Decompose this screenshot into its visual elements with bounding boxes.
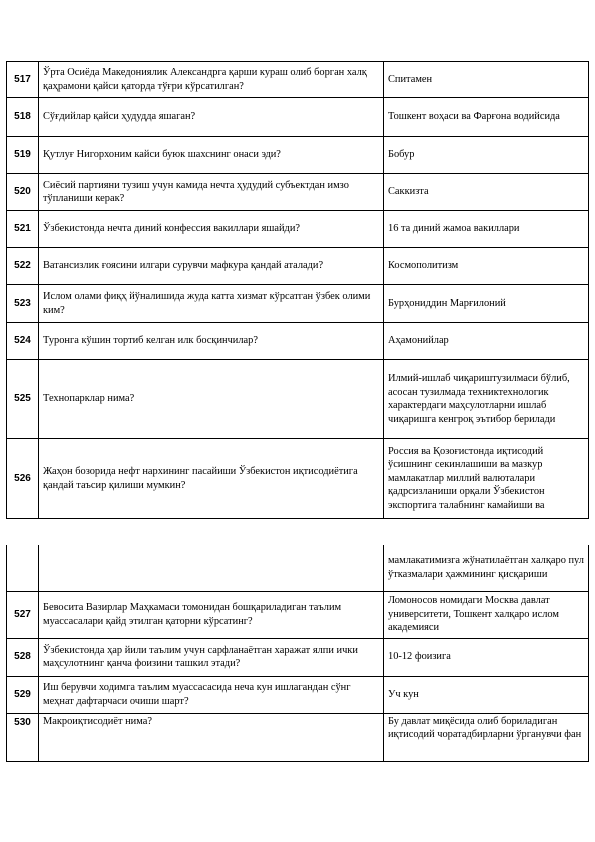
question-cell: Ислом олами фиқҳ йўналишида жуда катта хизмат кўрсатган ўзбек олими ким?	[39, 285, 384, 323]
answer-cell: Саккизта	[384, 174, 589, 211]
row-number: 523	[7, 285, 39, 323]
row-number: 526	[7, 439, 39, 519]
question-cell: Қутлуғ Нигорхоним кайси буюк шахснинг онаси эди?	[39, 137, 384, 174]
answer-cell: Россия ва Қозоғистонда иқтисодий ўсишнинг секинлашиши ва мазкур мамлакатлар миллий валюталари қадрсизланиши орқали Ўзбекистон экспортига талабнинг камайиши ва	[384, 439, 589, 519]
table-row	[7, 98, 589, 137]
table-row	[7, 285, 589, 323]
question-cell: Ўзбекистонда нечта диний конфессия вакиллари яшайди?	[39, 211, 384, 248]
row-number: 525	[7, 360, 39, 439]
table-row	[7, 638, 589, 676]
answer-cell: Бобур	[384, 137, 589, 174]
table-row	[7, 591, 589, 638]
row-number: 528	[7, 638, 39, 676]
table-row	[7, 439, 589, 519]
row-number: 517	[7, 62, 39, 98]
question-cell: Ватансизлик ғоясини илгари сурувчи мафкура қандай аталади?	[39, 248, 384, 285]
answer-cell: Тошкент воҳаси ва Фарғона водийсида	[384, 98, 589, 137]
table-row	[7, 211, 589, 248]
table-row-continuation	[7, 545, 589, 591]
table-row	[7, 137, 589, 174]
answer-cell: Уч кун	[384, 676, 589, 713]
answer-cell: Бу давлат миқёсида олиб бориладиган иқтисодий чоратадбирларни ўрганувчи фан	[384, 713, 589, 761]
question-cell: Макроиқтисодиёт нима?	[39, 713, 384, 761]
table-row	[7, 713, 589, 761]
table-row	[7, 676, 589, 713]
question-cell: Туронга кўшин тортиб келган илк босқинчилар?	[39, 323, 384, 360]
row-number-empty	[7, 545, 39, 591]
question-cell: Ўрта Осиёда Македониялик Александрга қарши кураш олиб борган халқ қаҳрамони қайси қаторда тўғри кўрсатилган?	[39, 62, 384, 98]
row-number: 529	[7, 676, 39, 713]
table-row	[7, 323, 589, 360]
question-cell: Сиёсий партияни тузиш учун камида нечта ҳудудий субъектдан имзо тўпланиши керак?	[39, 174, 384, 211]
answer-cell: Бурҳониддин Марғилоний	[384, 285, 589, 323]
row-number: 527	[7, 591, 39, 638]
question-cell: Сўғдийлар қайси ҳудудда яшаган?	[39, 98, 384, 137]
row-number: 519	[7, 137, 39, 174]
question-cell: Технопарклар нима?	[39, 360, 384, 439]
table-row	[7, 62, 589, 98]
table-row	[7, 248, 589, 285]
question-cell: Иш берувчи ходимга таълим муассасасида неча кун ишлагандан сўнг меҳнат дафтарчаси очиши шарт?	[39, 676, 384, 713]
question-cell-empty	[39, 545, 384, 591]
answer-cell: Спитамен	[384, 62, 589, 98]
row-number: 522	[7, 248, 39, 285]
answer-cell-continuation: мамлакатимизга жўнатилаётган халқаро пул ўтказмалари ҳажмининг қисқариши	[384, 545, 589, 591]
row-number: 520	[7, 174, 39, 211]
table-row	[7, 174, 589, 211]
questions-table-part2	[6, 545, 589, 762]
answer-cell: Илмий-ишлаб чиқариштузилмаси бўлиб, асосан тузилмада техниктехнологик характердаги маҳсулотларни ишлаб чиқаришга кенгроқ эътибор берилади	[384, 360, 589, 439]
table-row	[7, 360, 589, 439]
row-number: 530	[7, 713, 39, 761]
answer-cell: Аҳамонийлар	[384, 323, 589, 360]
answer-cell: 16 та диний жамоа вакиллари	[384, 211, 589, 248]
row-number: 518	[7, 98, 39, 137]
row-number: 521	[7, 211, 39, 248]
answer-cell: Ломоносов номидаги Москва давлат университети, Тошкент халқаро ислом академияси	[384, 591, 589, 638]
question-cell: Бевосита Вазирлар Маҳкамаси томонидан бошқариладиган таълим муассасалари қайд этилган қаторни кўрсатинг?	[39, 591, 384, 638]
answer-cell: 10-12 фоизига	[384, 638, 589, 676]
questions-table-part1	[6, 61, 589, 519]
question-cell: Жаҳон бозорида нефт нархининг пасайиши Ўзбекистон иқтисодиётига қандай таъсир қилиши мумкин?	[39, 439, 384, 519]
question-cell: Ўзбекистонда ҳар йили таълим учун сарфланаётган харажат ялпи ички маҳсулотнинг қанча фоизини ташкил этади?	[39, 638, 384, 676]
row-number: 524	[7, 323, 39, 360]
answer-cell: Космополитизм	[384, 248, 589, 285]
